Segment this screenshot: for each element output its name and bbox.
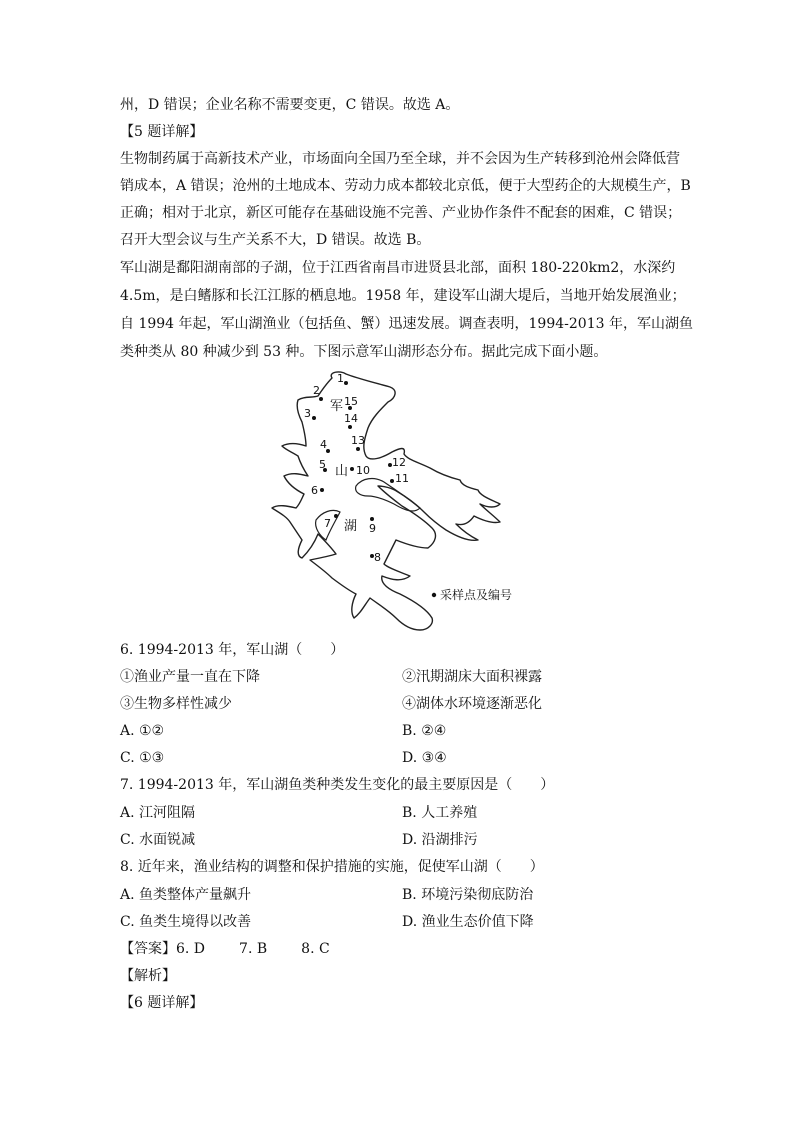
question-8-stem: 8. 近年来，渔业结构的调整和保护措施的实施，促使军山湖（ ） <box>120 859 544 875</box>
sample-point-label: 10 <box>356 464 370 477</box>
lake-name-char: 湖 <box>344 519 358 534</box>
sample-point-label: 3 <box>304 407 311 420</box>
passage-line: 军山湖是鄱阳湖南部的子湖，位于江西省南昌市进贤县北部，面积 180-220km2，水深约 <box>120 260 676 276</box>
q5-detail-line: 生物制药属于高新技术产业，市场面向全国乃至全球，并不会因为生产转移到沧州会降低营 <box>120 151 680 167</box>
sample-point <box>348 425 352 429</box>
sample-point-label: 2 <box>313 384 320 397</box>
option-d: D. 渔业生态价值下降 <box>402 914 534 930</box>
answer-item: 6. D <box>176 941 206 957</box>
question-6-stem: 6. 1994-2013 年，军山湖（ ） <box>120 642 345 658</box>
answer-label: 【答案】 <box>120 941 176 957</box>
answer-line <box>120 939 330 959</box>
sample-point <box>356 447 360 451</box>
passage-line: 类种类从 80 种减少到 53 种。下图示意军山湖形态分布。据此完成下面小题。 <box>120 344 608 360</box>
sample-point-label: 14 <box>344 412 358 425</box>
sample-point-label: 7 <box>324 517 331 530</box>
option-c: C. ①③ <box>120 750 165 766</box>
sample-point-label: 9 <box>369 522 376 535</box>
option-b: B. 环境污染彻底防治 <box>402 887 534 903</box>
passage-line: 自 1994 年起，军山湖渔业（包括鱼、蟹）迅速发展。调查表明，1994-2013 年，军山湖鱼 <box>120 316 693 332</box>
option-b: B. 人工养殖 <box>402 805 478 821</box>
option-a: A. ①② <box>120 723 165 739</box>
q5-detail-header: 【5 题详解】 <box>120 124 204 140</box>
sample-point <box>344 381 348 385</box>
q5-detail-line: 销成本，A 错误；沧州的土地成本、劳动力成本都较北京低，便于大型药企的大规模生产，B <box>120 178 691 194</box>
passage-line: 4.5m，是白鳍豚和长江江豚的栖息地。1958 年，建设军山湖大堤后，当地开始发展渔业； <box>120 288 686 304</box>
sample-point-label: 12 <box>392 456 406 469</box>
sample-point-label: 13 <box>351 434 365 447</box>
sample-point-label: 5 <box>319 458 326 471</box>
sample-point-label: 1 <box>337 372 344 385</box>
sample-point-label: 8 <box>374 551 381 564</box>
sample-point <box>370 517 374 521</box>
sample-point <box>319 397 323 401</box>
sample-point-label: 4 <box>320 438 327 451</box>
legend-point-icon <box>432 593 436 597</box>
prev-answer-line: 州，D 错误；企业名称不需要变更，C 错误。故选 A。 <box>120 97 460 113</box>
sample-point <box>312 416 316 420</box>
q5-detail-line: 召开大型会议与生产关系不大，D 错误。故选 B。 <box>120 232 431 248</box>
statement: ①渔业产量一直在下降 <box>120 669 260 685</box>
option-c: C. 鱼类生境得以改善 <box>120 914 252 930</box>
q6-detail-header: 【6 题详解】 <box>120 995 204 1011</box>
sample-point <box>390 479 394 483</box>
option-a: A. 鱼类整体产量飙升 <box>120 887 252 903</box>
map-legend: 采样点及编号 <box>440 588 513 602</box>
statement: ②汛期湖床大面积裸露 <box>402 669 542 685</box>
lake-name-char: 山 <box>335 464 349 479</box>
option-d: D. ③④ <box>402 750 447 766</box>
option-d: D. 沿湖排污 <box>402 832 478 848</box>
sample-point-label: 6 <box>311 484 318 497</box>
sample-point-label: 15 <box>344 395 358 408</box>
analysis-label: 【解析】 <box>120 968 176 984</box>
question-7-stem: 7. 1994-2013 年，军山湖鱼类种类发生变化的最主要原因是（ ） <box>120 777 555 793</box>
statement: ④湖体水环境逐渐恶化 <box>402 696 542 712</box>
option-c: C. 水面锐减 <box>120 832 196 848</box>
option-a: A. 江河阻隔 <box>120 805 196 821</box>
q5-detail-line: 正确；相对于北京，新区可能存在基础设施不完善、产业协作条件不配套的困难，C 错误； <box>120 205 682 221</box>
junshan-lake-map <box>270 370 530 632</box>
sample-point-label: 11 <box>395 472 409 485</box>
answer-item: 8. C <box>301 941 330 957</box>
answer-item: 7. B <box>239 941 268 957</box>
sample-point <box>320 488 324 492</box>
lake-name-char: 军 <box>330 399 344 414</box>
sample-point <box>334 514 338 518</box>
statement: ③生物多样性减少 <box>120 696 232 712</box>
sample-point <box>350 467 354 471</box>
option-b: B. ②④ <box>402 723 447 739</box>
